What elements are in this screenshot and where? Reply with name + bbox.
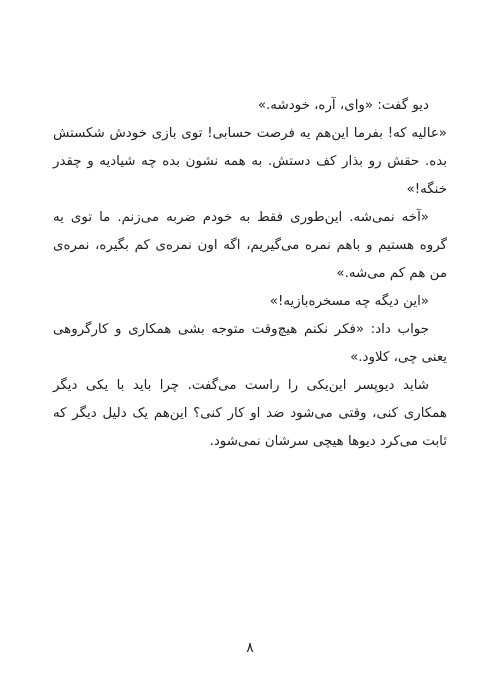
paragraph-6: شاید دیوپسر این‌یکی را راست می‌گفت. چرا باید با یکی دیگر همکاری کنی، وقتی می‌شود ضد او کار کنی؟ این‌هم یک دلیل دیگر که ثابت می‌کرد دیوها هیچی سرشان نمی‌شود. <box>53 378 447 449</box>
body-text <box>53 92 447 456</box>
paragraph-3: «آخه نمی‌شه. این‌طوری فقط به خودم ضربه می‌زنم. ما توی یه گروه هستیم و باهم نمره می‌گیریم، اگه اون نمره‌ی کم بگیره، نمره‌ی من هم کم می‌شه.» <box>53 210 447 281</box>
paragraph-5: جواب داد: «فکر نکنم هیچ‌وقت متوجه بشی همکاری و کارگروهی یعنی چی، کلاود.» <box>53 322 447 365</box>
paragraph-4: «این دیگه چه مسخره‌بازیه!» <box>269 294 429 309</box>
paragraph-1: دیو گفت: «وای، آره، خودشه.» <box>257 98 429 113</box>
paragraph-2: «عالیه که! بفرما این‌هم یه فرصت حسابی! توی بازی خودش شکستش بده. حقش رو بذار کف دستش. به همه نشون بده چه شیادیه و چقدر خنگه!» <box>53 126 447 197</box>
page-number: ۸ <box>246 640 254 656</box>
